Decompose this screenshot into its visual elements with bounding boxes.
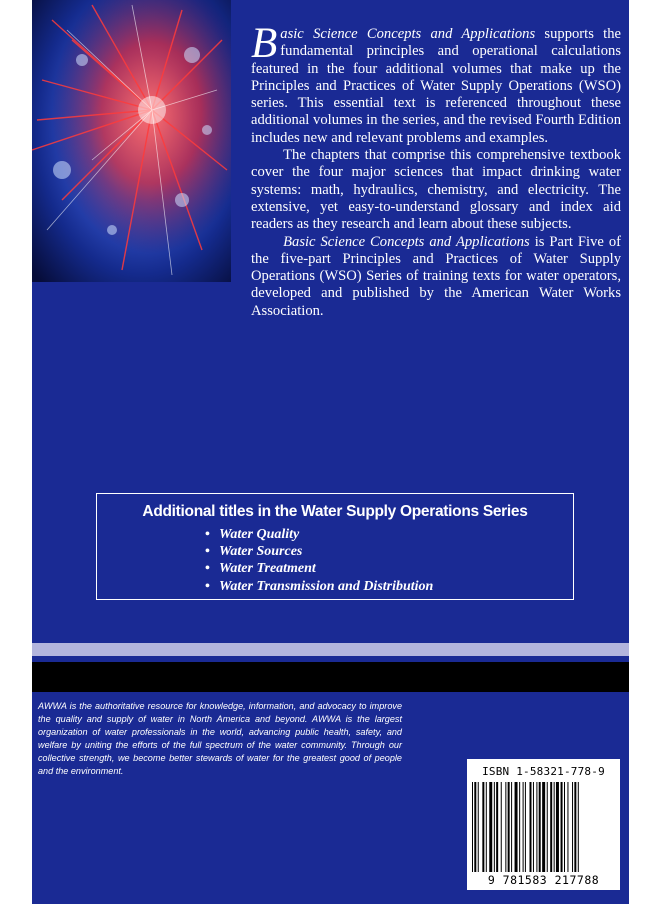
barcode-digits: 9 781583 217788	[487, 873, 600, 887]
bullet-icon: •	[205, 578, 210, 594]
isbn-barcode	[467, 759, 620, 890]
title-list-item: • Water Transmission and Distribution	[205, 578, 434, 594]
barcode-bar	[472, 782, 473, 872]
decorative-band-lavender	[32, 643, 629, 656]
drop-cap: B	[251, 20, 278, 67]
awwa-blurb: AWWA is the authoritative resource for knowledge, information, and advocacy to improve the quality and supply of water in North America and beyond. AWWA is the largest organization of water professionals in the world, advancing public health, safety, and welfare by uniting the efforts of the full spectrum of the water community. Through our collective strength, we become better stewards of water for the greatest good of people and the environment.	[38, 701, 402, 776]
barcode-bar	[525, 782, 526, 872]
barcode-bar	[533, 782, 534, 872]
barcode-bar	[572, 782, 573, 872]
barcode-bar	[515, 782, 518, 872]
barcode-bar	[478, 782, 479, 872]
barcode-bar	[482, 782, 484, 872]
barcode-bar	[550, 782, 552, 872]
barcode-bar	[574, 782, 576, 872]
title-list-item: • Water Treatment	[205, 561, 316, 577]
additional-titles-box	[96, 493, 574, 600]
title-list-item: • Water Sources	[205, 544, 303, 560]
barcode-bar	[508, 782, 510, 872]
additional-titles-list	[205, 526, 433, 595]
barcode-bar	[567, 782, 568, 872]
barcode-bar	[536, 782, 537, 872]
decorative-band-black	[32, 662, 629, 692]
barcode-bar	[523, 782, 524, 872]
barcode-bars	[472, 782, 615, 872]
barcode-bar	[519, 782, 520, 872]
barcode-bar	[489, 782, 492, 872]
barcode-bar	[511, 782, 512, 872]
decorative-band-blue	[32, 620, 629, 643]
back-cover	[32, 0, 629, 904]
intro-paragraph-3	[251, 234, 621, 320]
barcode-bar	[554, 782, 555, 872]
intro-paragraph-1-text: supports the fundamental principles and operational calculations featured in the four additional volumes that make up the Principles and Practices of Water Supply Operations (WSO) series. This essential text is referenced throughout these additional volumes in the series, and the revised Fourth Edition includes new and relevant problems and examples.	[251, 26, 621, 146]
barcode-bar	[564, 782, 565, 872]
water-splash-image	[32, 0, 231, 282]
barcode-bar	[547, 782, 548, 872]
barcode-bar	[556, 782, 559, 872]
intro-paragraph-1	[251, 20, 621, 147]
barcode-bar	[561, 782, 563, 872]
bullet-icon: •	[205, 527, 210, 542]
additional-titles-heading: Additional titles in the Water Supply Operations Series	[142, 503, 528, 520]
barcode-bar	[494, 782, 495, 872]
title-list-item: • Water Quality	[205, 527, 300, 542]
barcode-bar	[505, 782, 506, 872]
barcode-bar	[496, 782, 498, 872]
isbn-label: ISBN 1-58321-778-9	[482, 765, 605, 778]
cover-photo-water-splash	[32, 0, 231, 282]
intro-paragraph-2: The chapters that comprise this comprehensive textbook cover the four major sciences that impact drinking water systems: math, hydraulics, chemistry, and electricity. The extensive, yet easy-to-understand glossary and index aid readers as they research and learn about these subjects.	[251, 147, 621, 233]
bullet-icon: •	[205, 561, 210, 577]
barcode-bar	[530, 782, 532, 872]
intro-paragraph-3-text: is Part Five of the five-part Principles and Practices of Water Supply Operations (WSO) Series of training texts for water operators, developed and published by the American Water Works Association.	[251, 233, 621, 319]
barcode-bar	[578, 782, 579, 872]
bullet-icon: •	[205, 544, 210, 560]
barcode-bar	[474, 782, 476, 872]
description-text	[251, 20, 621, 320]
book-title-italic-2: Basic Science Concepts and Applications	[283, 233, 530, 250]
barcode-bar	[542, 782, 545, 872]
barcode-bar	[539, 782, 541, 872]
barcode-bar	[501, 782, 502, 872]
book-title-italic: asic Science Concepts and Applications	[280, 26, 536, 42]
barcode-bar	[486, 782, 487, 872]
